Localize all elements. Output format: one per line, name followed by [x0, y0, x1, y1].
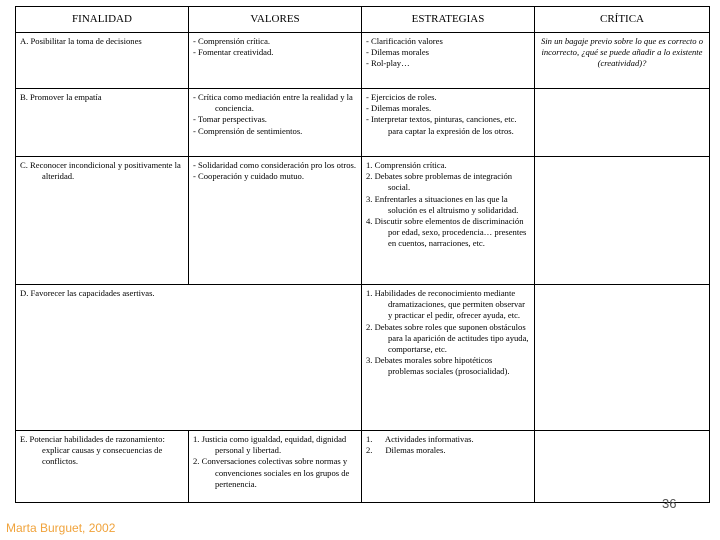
valor-item: 1. Justicia como igualdad, equidad, dignidad personal y libertad. — [193, 434, 347, 456]
estrategia-item: 3. Enfrentarles a situaciones en las que la solución es el altruismo y solidaridad. — [366, 193, 519, 215]
header-critica: CRÍTICA — [535, 7, 710, 33]
estrategia-item: - Dilemas morales. — [366, 103, 432, 114]
finalidad-cell — [16, 157, 189, 285]
estrategia-item: 3. Debates morales sobre hipotéticos problemas sociales (prosocialidad). — [366, 355, 510, 377]
critica-text: Sin un bagaje previo sobre lo que es correcto o incorrecto, ¿qué se puede añadir a lo existente (creatividad)? — [540, 36, 704, 69]
author-footer: Marta Burguet, 2002 — [6, 521, 116, 535]
estrategia-item: 2. Debates sobre roles que suponen obstáculos para la aparición de actitudes tipo ayuda, comportarse, etc. — [366, 321, 529, 355]
valor-item: - Comprensión crítica. — [193, 36, 271, 46]
valor-item: 2. Conversaciones colectivas sobre normas y convenciones sociales en los grupos de pertenencia. — [193, 456, 350, 489]
page-number: 36 — [662, 496, 677, 511]
estrategia-item: - Dilemas morales — [366, 47, 430, 58]
table-row-c — [16, 157, 710, 285]
critica-cell — [535, 431, 710, 503]
valor-item: - Fomentar creatividad. — [193, 47, 274, 58]
table-row-d — [16, 285, 710, 431]
finalidad-cell — [16, 285, 362, 431]
finalidad-text: D. Favorecer las capacidades asertivas. — [20, 288, 155, 298]
critica-cell — [535, 89, 710, 157]
critica-cell — [535, 33, 710, 89]
finalidad-text: C. Reconocer incondicional y positivamente la alteridad. — [20, 160, 181, 182]
estrategias-cell — [362, 431, 535, 503]
header-estrategias: ESTRATEGIAS — [362, 7, 535, 33]
valor-item: - Cooperación y cuidado mutuo. — [193, 171, 304, 182]
valor-item: - Crítica como mediación entre la realidad y la conciencia. — [193, 92, 353, 114]
critica-cell — [535, 157, 710, 285]
valor-item: - Comprensión de sentimientos. — [193, 125, 303, 136]
finalidad-text: B. Promover la empatía — [20, 92, 102, 102]
strategies-table — [15, 6, 710, 503]
estrategia-item: - Rol-play… — [366, 58, 410, 69]
valores-cell — [189, 431, 362, 503]
valor-item: - Solidaridad como consideración pro los otros. — [193, 160, 357, 170]
estrategia-item: 2. Debates sobre problemas de integración social. — [366, 171, 513, 193]
critica-cell — [535, 285, 710, 431]
header-valores: VALORES — [189, 7, 362, 33]
estrategia-item: - Ejercicios de roles. — [366, 92, 437, 102]
estrategias-cell — [362, 89, 535, 157]
valores-cell — [189, 89, 362, 157]
finalidad-cell — [16, 33, 189, 89]
estrategia-item: 1. Comprensión crítica. — [366, 160, 447, 170]
finalidad-text: A. Posibilitar la toma de decisiones — [20, 36, 142, 46]
estrategia-item: 1. Habilidades de reconocimiento mediante dramatizaciones, que permiten observar y practicar el pedir, ofrecer ayuda, etc. — [366, 288, 525, 321]
estrategias-cell — [362, 33, 535, 89]
finalidad-text: E. Potenciar habilidades de razonamiento: explicar causas y consecuencias de conflictos. — [20, 434, 165, 467]
valores-cell — [189, 157, 362, 285]
finalidad-cell — [16, 89, 189, 157]
valores-cell — [189, 33, 362, 89]
estrategia-item: 2. Dilemas morales. — [366, 445, 446, 456]
estrategias-cell — [362, 157, 535, 285]
header-finalidad: FINALIDAD — [16, 7, 189, 33]
valor-item: - Tomar perspectivas. — [193, 114, 267, 125]
table-row-b — [16, 89, 710, 157]
estrategia-item: - Clarificación valores — [366, 36, 443, 46]
estrategias-cell — [362, 285, 535, 431]
header-row — [16, 7, 710, 33]
finalidad-cell — [16, 431, 189, 503]
table-row-a — [16, 33, 710, 89]
estrategia-item: 1. Actividades informativas. — [366, 434, 474, 444]
estrategia-item: 4. Discutir sobre elementos de discriminación por edad, sexo, procedencia… presentes en cuentos, narraciones, etc. — [366, 216, 527, 249]
table-row-e — [16, 431, 710, 503]
estrategia-item: - Interpretar textos, pinturas, canciones, etc. para captar la expresión de los otros. — [366, 114, 517, 136]
